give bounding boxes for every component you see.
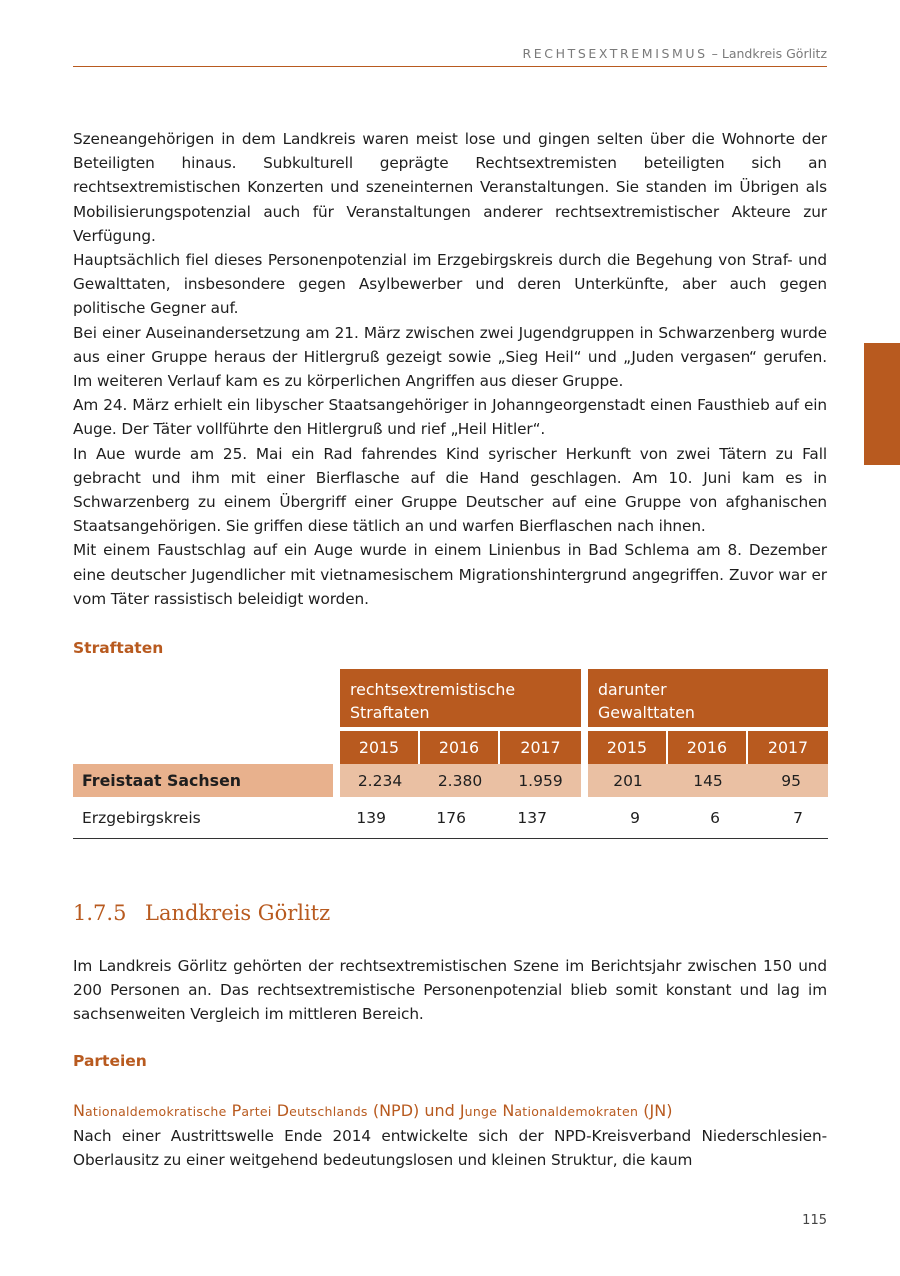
table-cell: 176 (420, 797, 500, 839)
paragraph: Bei einer Auseinandersetzung am 21. März zwischen zwei Jugendgruppen in Schwarzenberg wurde aus einer Gruppe heraus der Hitlergruß gezeigt sowie „Sieg Heil“ und „Juden vergasen“ gerufen. Im weiteren Verlauf kam es zu körperlichen Angriffen aus dieser Gruppe. (73, 323, 827, 391)
table-cell: 1.959 (500, 764, 581, 797)
intro-paragraph-block (73, 954, 827, 1027)
paragraph-block-top (73, 127, 827, 248)
chapter-number: 1.7.5 (73, 901, 127, 925)
table-year-row (73, 731, 828, 764)
year-header: 2017 (748, 731, 828, 764)
group-header-gewalttaten: darunter Gewalttaten (588, 669, 828, 727)
page-number: 115 (802, 1213, 827, 1228)
table-group-header-row (73, 669, 828, 727)
year-header: 2016 (668, 731, 748, 764)
table-cell: 95 (748, 764, 828, 797)
running-header (73, 44, 827, 67)
paragraph: Hauptsächlich fiel dieses Personenpotenzial im Erzgebirgskreis durch die Begehung von Straf- und Gewalttaten, insbesondere gegen Asylbewerber und deren Unterkünfte, aber auch gegen politische Gegner auf. (73, 251, 827, 318)
year-header: 2016 (420, 731, 500, 764)
table-cell: 201 (588, 764, 668, 797)
table-cell: 9 (588, 797, 668, 839)
year-header: 2015 (340, 731, 420, 764)
table-row (73, 797, 828, 839)
table-cell: 2.380 (420, 764, 500, 797)
paragraph: Am 24. März erhielt ein libyscher Staatsangehöriger in Johanngeorgenstadt einen Fausthieb auf ein Auge. Der Täter vollführte den Hitlergruß und rief „Heil Hitler“. (73, 396, 827, 439)
parteien-heading: Parteien (73, 1052, 147, 1070)
straftaten-heading: Straftaten (73, 639, 164, 657)
chapter-heading (73, 901, 330, 925)
table-cell: 2.234 (340, 764, 420, 797)
table-cell: 137 (500, 797, 581, 839)
chapter-title: Landkreis Görlitz (145, 901, 331, 925)
table-cell: 6 (668, 797, 748, 839)
table-corner (73, 669, 333, 727)
row-label: Freistaat Sachsen (73, 764, 333, 797)
party-subheading: Nationaldemokratische Partei Deutschlands (NPD) und Junge Nationaldemokraten (JN) (73, 1101, 673, 1120)
table-cell: 7 (748, 797, 828, 839)
chapter-tab-marker (864, 343, 900, 465)
group-header-straftaten: rechtsextremistische Straftaten (340, 669, 581, 727)
table-cell: 145 (668, 764, 748, 797)
table-cell: 139 (340, 797, 420, 839)
paragraph-block-incidents (73, 248, 827, 611)
header-section: RECHTSEXTREMISMUS (522, 46, 708, 61)
paragraph: Mit einem Faustschlag auf ein Auge wurde in einem Linienbus in Bad Schlema am 8. Dezember eine deutscher Jugendlicher mit vietnamesischem Migrationshintergrund angegriffen. Zuvor war er vom Täter rassistisch beleidigt worden. (73, 541, 827, 608)
year-header: 2017 (500, 731, 581, 764)
straftaten-table (73, 669, 828, 839)
paragraph: In Aue wurde am 25. Mai ein Rad fahrendes Kind syrischer Herkunft von zwei Tätern zu Fall gebracht und ihm mit einer Bierflasche auf die Hand geschlagen. Am 10. Juni kam es in Schwarzenberg zu einem Übergriff einer Gruppe Deutscher auf eine Gruppe von afghanischen Staatsangehörigen. Sie griffen diese tätlich an und warfen Bierflaschen nach ihnen. (73, 444, 827, 536)
paragraph: Im Landkreis Görlitz gehörten der rechtsextremistischen Szene im Berichtsjahr zwischen 150 und 200 Personen an. Das rechtsextremistische Personenpotenzial blieb somit konstant und lag im sachsenweiten Vergleich im mittleren Bereich. (73, 957, 827, 1024)
row-label: Erzgebirgskreis (73, 797, 333, 839)
header-subtitle: – Landkreis Görlitz (707, 46, 827, 61)
paragraph: Szeneangehörigen in dem Landkreis waren meist lose und gingen selten über die Wohnorte der Beteiligten hinaus. Subkulturell geprägte Rechtsextremisten beteiligten sich an rechtsextremistischen Konzerten und szeneinternen Veranstaltungen. Sie standen im Übrigen als Mobilisierungspotenzial auch für Veranstaltungen anderer rechtsextremistischer Akteure zur Verfügung. (73, 130, 827, 245)
paragraph: Nach einer Austrittswelle Ende 2014 entwickelte sich der NPD-Kreisverband Niederschlesien-Oberlausitz zu einer weitgehend bedeutungslosen und kleinen Struktur, die kaum (73, 1127, 827, 1170)
table-row (73, 764, 828, 797)
parteien-paragraph-block (73, 1124, 827, 1172)
year-header: 2015 (588, 731, 668, 764)
